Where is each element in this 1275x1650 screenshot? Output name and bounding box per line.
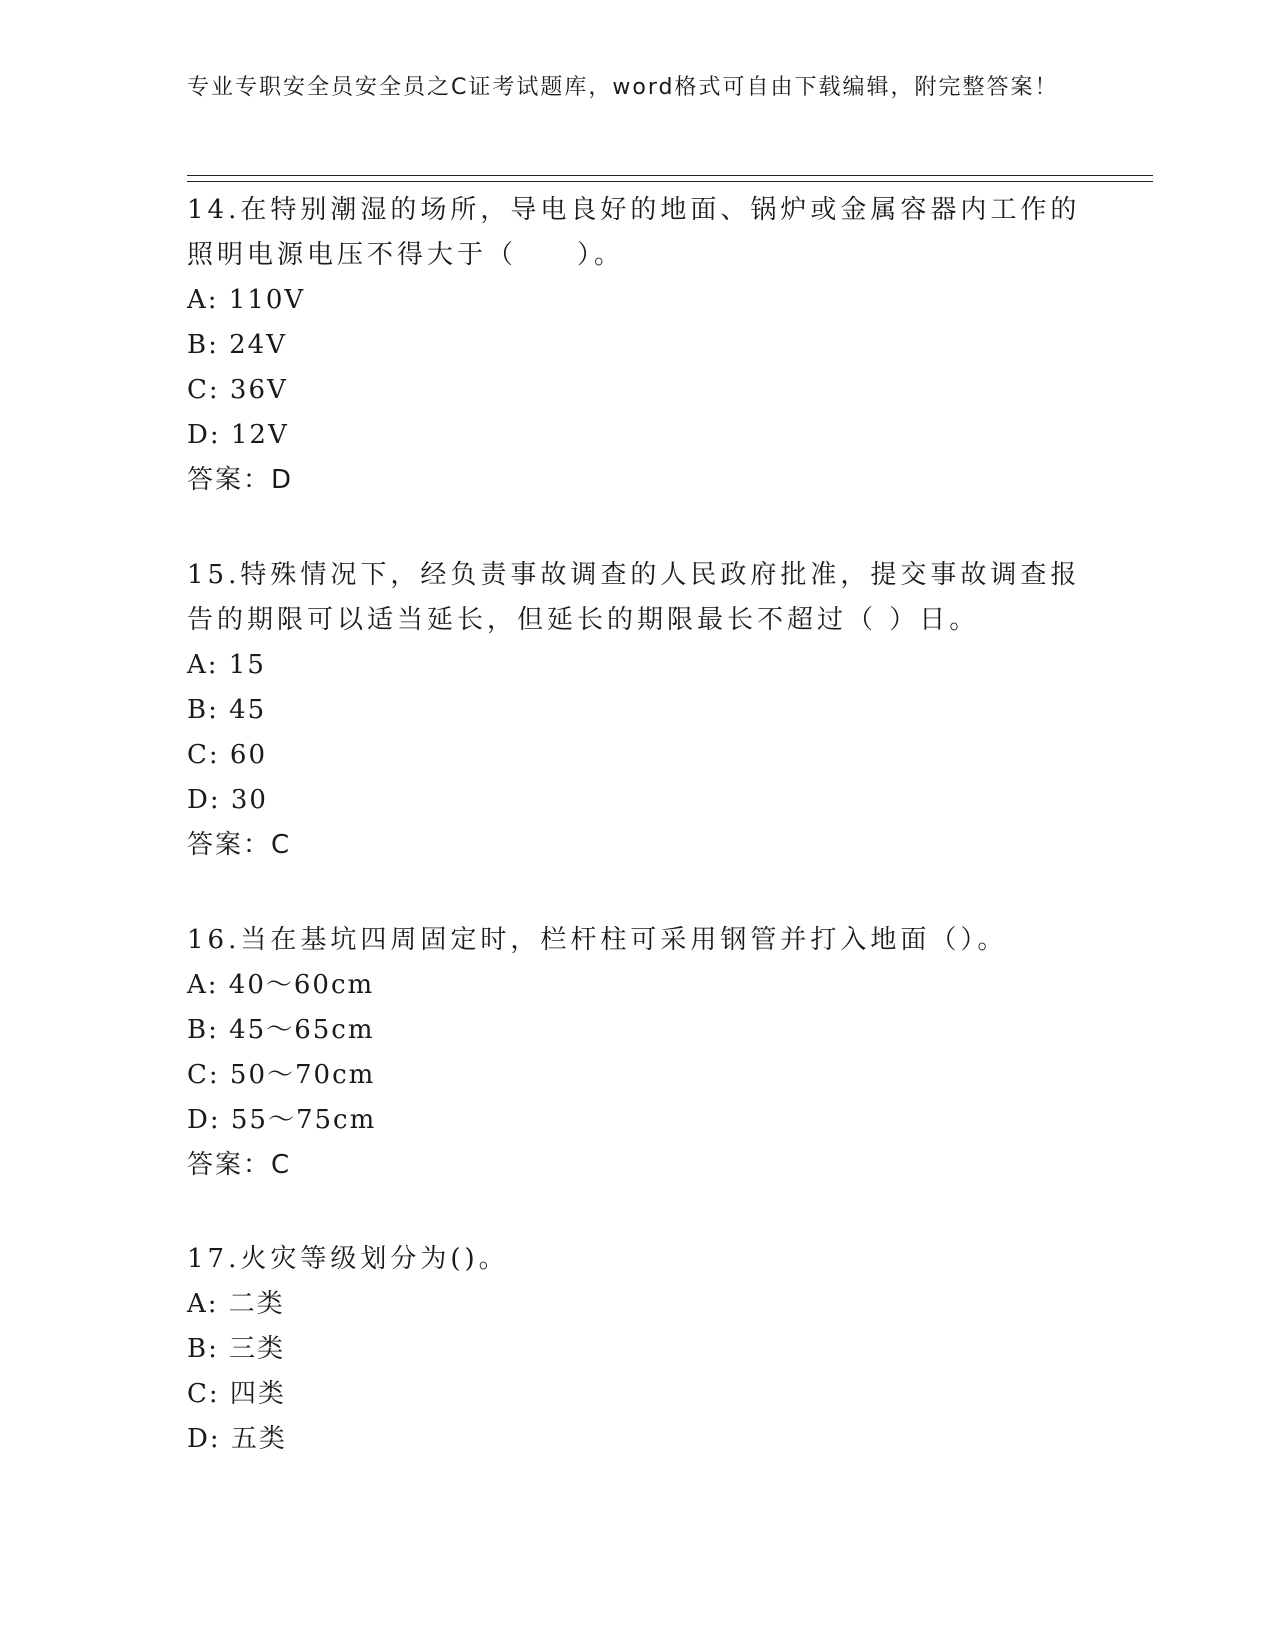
document-header: 专业专职安全员安全员之C证考试题库，word格式可自由下载编辑，附完整答案！ bbox=[187, 75, 1059, 100]
header-divider-top bbox=[187, 175, 1153, 176]
option-a: A: 110V bbox=[187, 285, 306, 315]
option-b: B: 45～65cm bbox=[187, 1015, 375, 1045]
question-17 bbox=[187, 1237, 1087, 1462]
question-stem: 17.火灾等级划分为()。 bbox=[187, 1244, 509, 1274]
question-stem: 15.特殊情况下，经负责事故调查的人民政府批准，提交事故调查报告的期限可以适当延长，但延长的期限最长不超过（ ）日。 bbox=[187, 560, 1081, 635]
option-c: C: 50～70cm bbox=[187, 1060, 376, 1090]
option-a: A: 二类 bbox=[187, 1289, 285, 1319]
option-a: A: 40～60cm bbox=[187, 970, 375, 1000]
question-15 bbox=[187, 553, 1087, 868]
question-stem: 14.在特别潮湿的场所，导电良好的地面、锅炉或金属容器内工作的照明电源电压不得大于（ ）。 bbox=[187, 195, 1081, 270]
option-b: B: 三类 bbox=[187, 1334, 286, 1364]
answer: 答案：D bbox=[187, 465, 294, 495]
option-c: C: 36V bbox=[187, 375, 288, 405]
answer: 答案：C bbox=[187, 1150, 292, 1180]
question-16 bbox=[187, 918, 1087, 1188]
answer: 答案：C bbox=[187, 830, 292, 860]
question-14 bbox=[187, 188, 1087, 503]
option-d: D: 30 bbox=[187, 785, 268, 815]
option-b: B: 45 bbox=[187, 695, 267, 725]
option-b: B: 24V bbox=[187, 330, 287, 360]
option-d: D: 五类 bbox=[187, 1424, 287, 1454]
option-d: D: 12V bbox=[187, 420, 289, 450]
option-d: D: 55～75cm bbox=[187, 1105, 377, 1135]
question-stem: 16.当在基坑四周固定时，栏杆柱可采用钢管并打入地面（）。 bbox=[187, 925, 1008, 955]
option-c: C: 四类 bbox=[187, 1379, 286, 1409]
option-c: C: 60 bbox=[187, 740, 268, 770]
header-divider-bottom bbox=[187, 181, 1153, 182]
option-a: A: 15 bbox=[187, 650, 266, 680]
